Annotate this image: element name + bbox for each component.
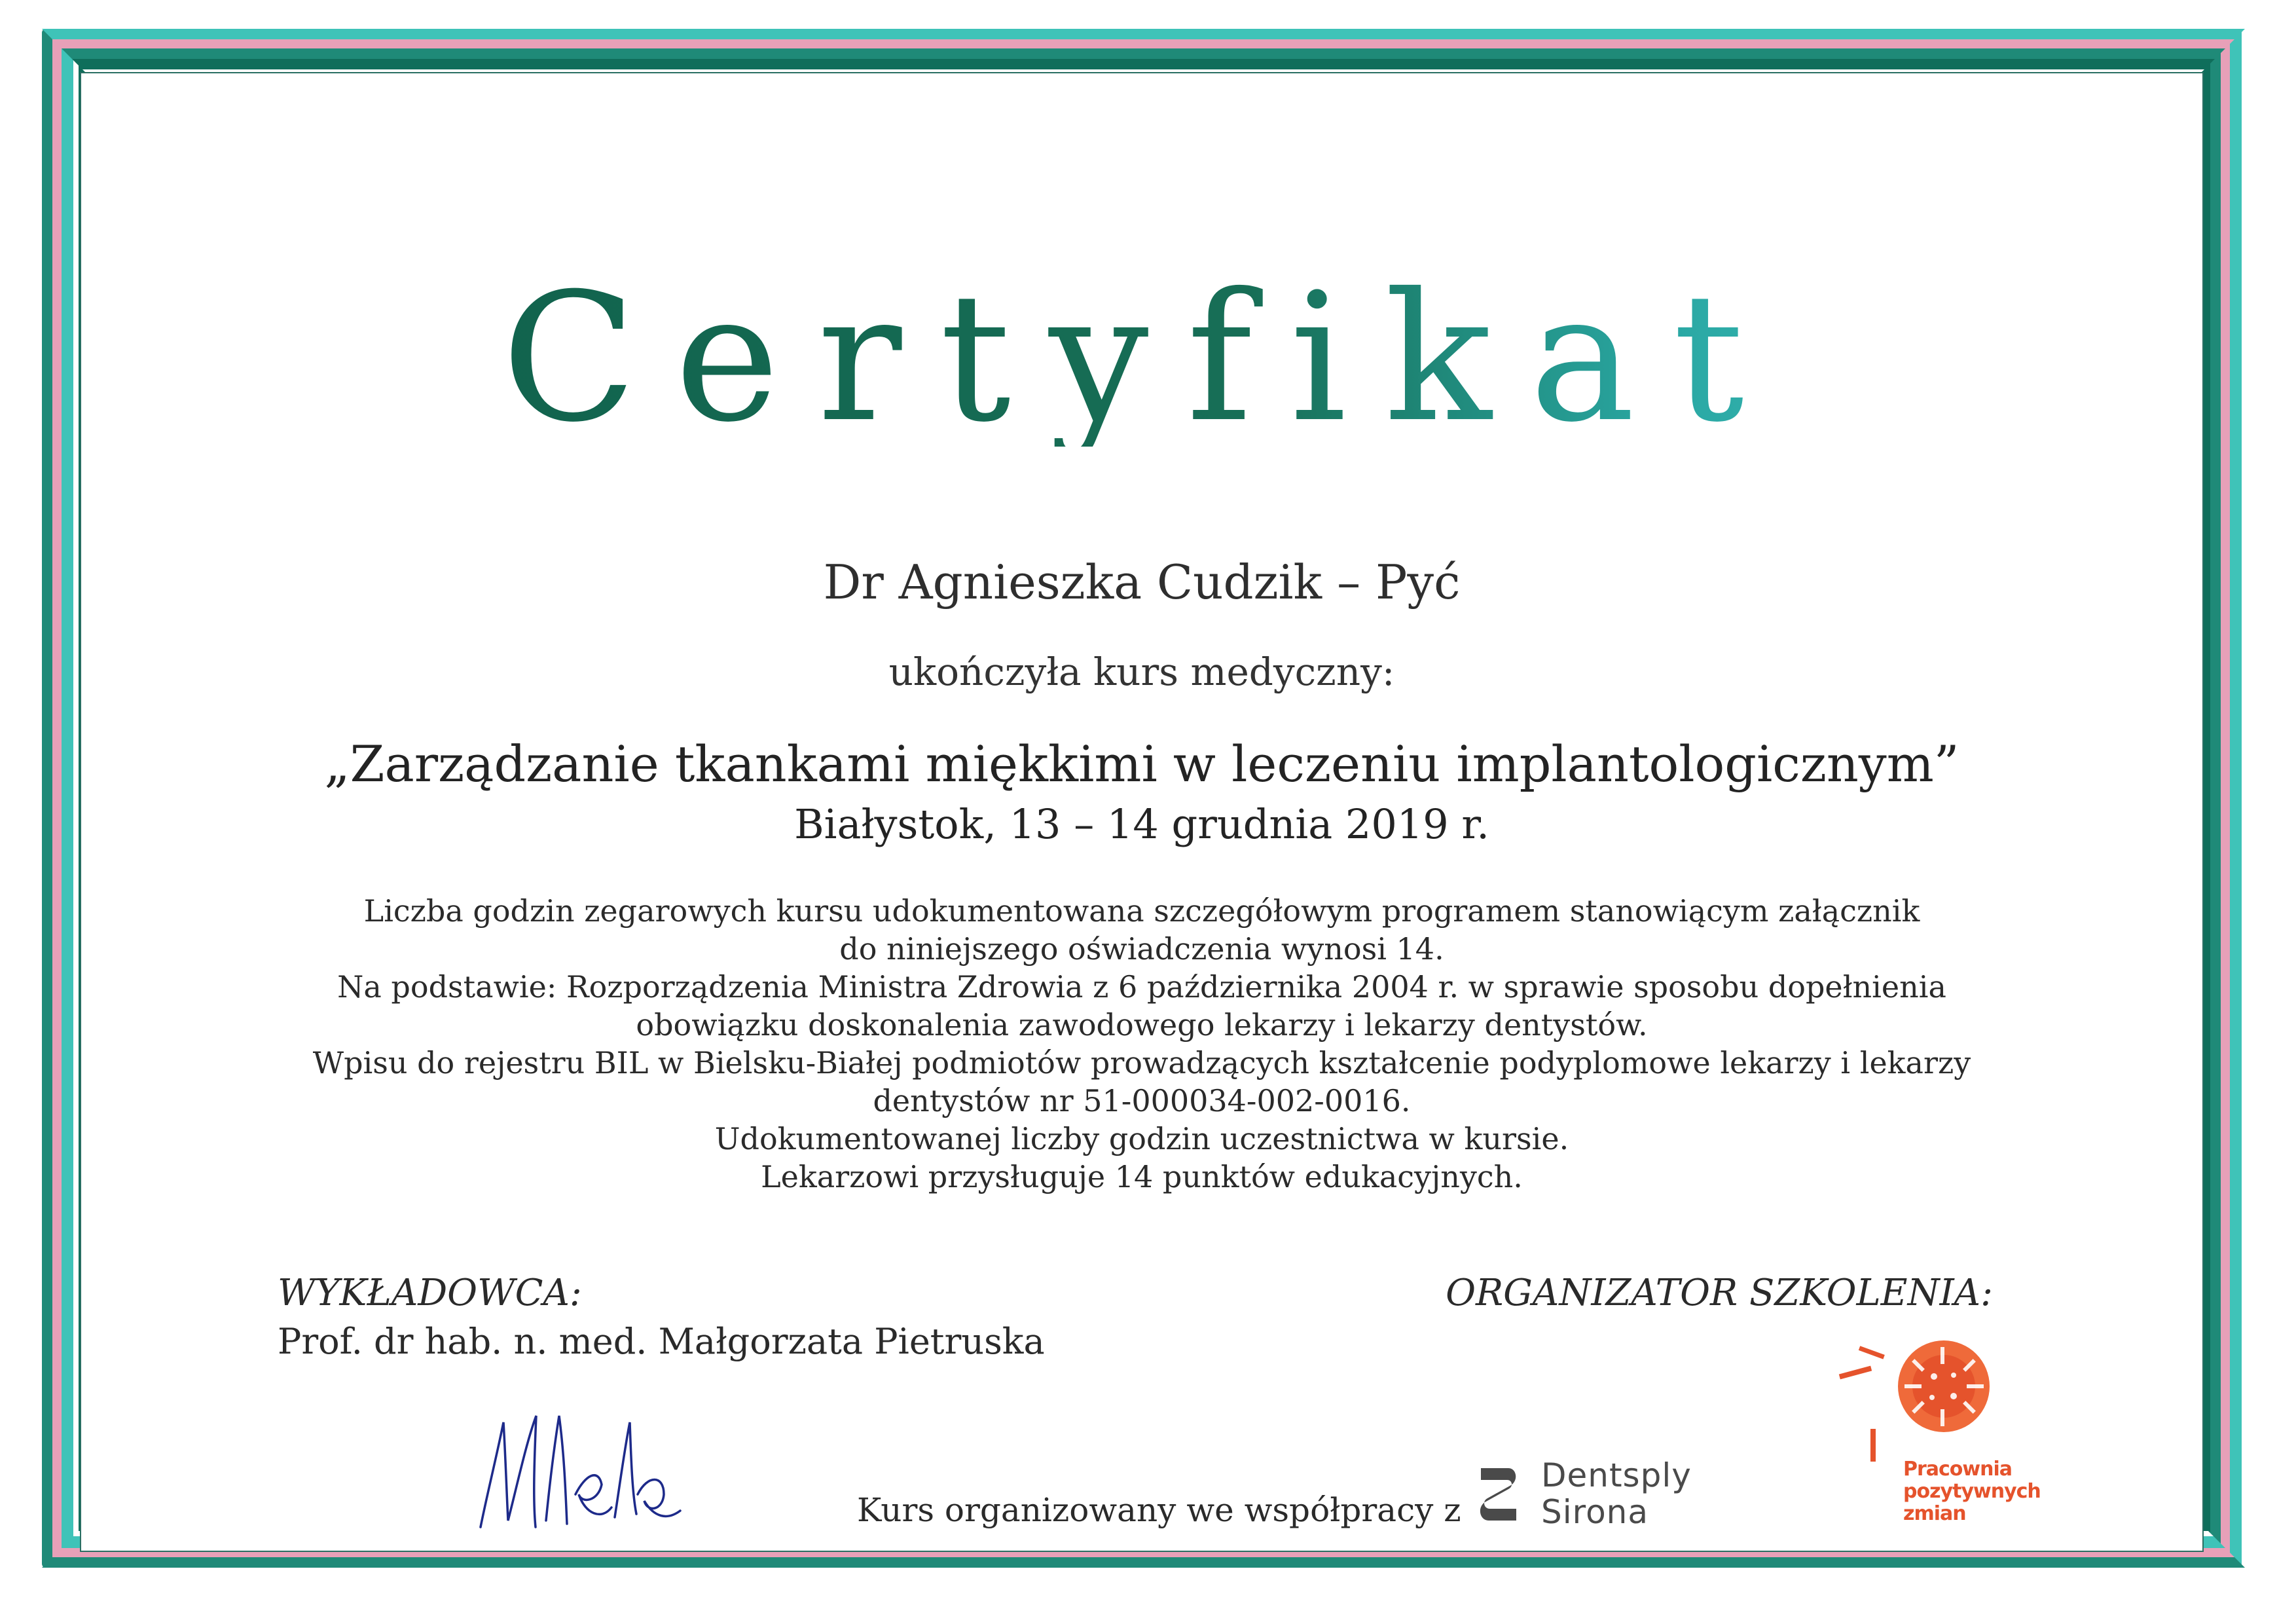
lecturer-signature xyxy=(467,1396,690,1540)
body-line: dentystów nr 51-000034-002-0016. xyxy=(873,1083,1411,1118)
completion-statement: ukończyła kurs medyczny: xyxy=(888,650,1395,694)
certificate-page xyxy=(81,73,2202,1551)
organizer-label: ORGANIZATOR SZKOLENIA: xyxy=(1446,1272,1993,1314)
dentsply-s-mark-icon xyxy=(1476,1462,1522,1527)
pracownia-line: pozytywnych xyxy=(1903,1480,2041,1503)
certificate-body xyxy=(212,892,2071,1196)
dentsply-sirona-logo xyxy=(1476,1455,1698,1534)
body-line: Wpisu do rejestru BIL w Bielsku-Białej podmiotów prowadzących kształcenie podyplomowe lekarzy i lekarzy xyxy=(312,1045,1971,1080)
pracownia-logo xyxy=(1819,1331,2041,1547)
place-and-date: Białystok, 13 – 14 grudnia 2019 r. xyxy=(794,800,1489,848)
body-line: obowiązku doskonalenia zawodowego lekarzy i lekarzy dentystów. xyxy=(636,1007,1648,1043)
lecturer-name: Prof. dr hab. n. med. Małgorzata Pietruska xyxy=(278,1321,1045,1362)
recipient-name: Dr Agnieszka Cudzik – Pyć xyxy=(823,555,1461,610)
course-title: „Zarządzanie tkankami miękkimi w leczeniu implantologicznym” xyxy=(324,735,1959,793)
dentsply-wordmark: Dentsply xyxy=(1541,1456,1692,1494)
certificate-title: Certyfikat xyxy=(81,270,2202,447)
dandelion-logo-icon xyxy=(1819,1331,2016,1462)
pracownia-wordmark xyxy=(1903,1458,2041,1525)
pracownia-line: Pracownia xyxy=(1903,1458,2013,1481)
pracownia-line: zmian xyxy=(1903,1502,1966,1525)
body-line: Na podstawie: Rozporządzenia Ministra Zdrowia z 6 października 2004 r. w sprawie sposobu dopełnienia xyxy=(337,969,1946,1005)
cooperation-text: Kurs organizowany we współpracy z xyxy=(857,1491,1461,1529)
sirona-wordmark: Sirona xyxy=(1541,1493,1649,1531)
body-line: Liczba godzin zegarowych kursu udokumentowana szczegółowym programem stanowiącym załącznik xyxy=(363,893,1920,929)
body-line: Udokumentowanej liczby godzin uczestnictwa w kursie. xyxy=(714,1121,1569,1156)
body-line: Lekarzowi przysługuje 14 punktów edukacyjnych. xyxy=(761,1159,1523,1194)
body-line: do niniejszego oświadczenia wynosi 14. xyxy=(839,931,1444,967)
lecturer-label: WYKŁADOWCA: xyxy=(278,1272,582,1314)
